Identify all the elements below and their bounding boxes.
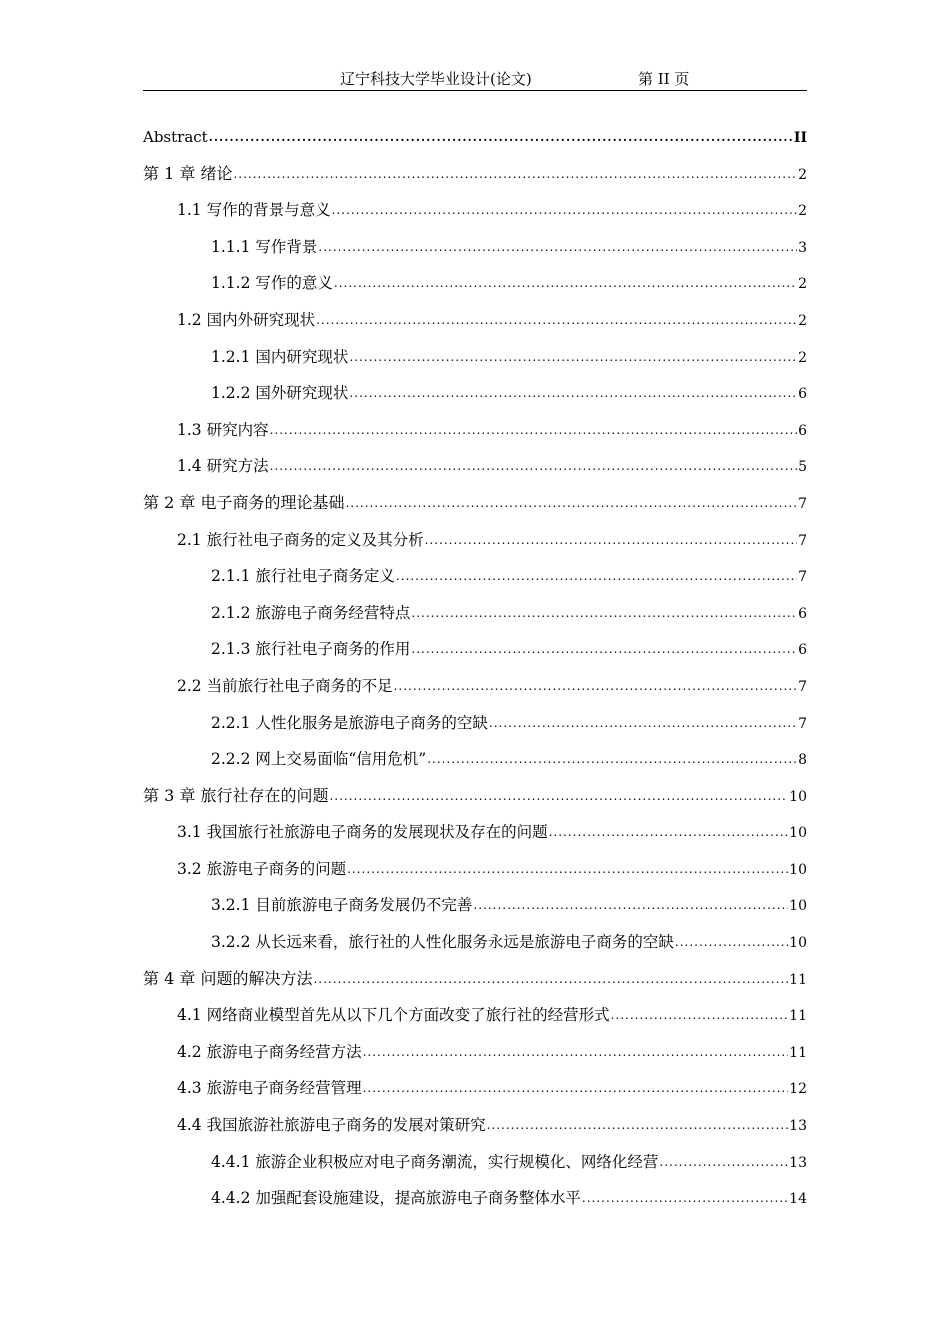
toc-dot-leader <box>347 851 788 888</box>
toc-dot-leader <box>345 485 797 522</box>
toc-dot-leader <box>425 522 797 559</box>
toc-entry-title: 2.1.3 旅行社电子商务的作用 <box>211 640 411 659</box>
page-number: 第 II 页 <box>638 70 690 88</box>
toc-dot-leader <box>313 961 788 998</box>
toc-entry-title: 1.4 研究方法 <box>177 457 269 476</box>
toc-entry-title: 1.2 国内外研究现状 <box>177 310 316 329</box>
toc-entry-title: 4.3 旅游电子商务经营管理 <box>177 1079 362 1098</box>
toc-entry-page: 5 <box>798 459 807 476</box>
toc-entry-title: 3.2.2 从长远来看，旅行社的人性化服务永远是旅游电子商务的空缺 <box>211 933 674 952</box>
toc-entry-level-2[interactable] <box>143 192 807 229</box>
toc-entry-page: 13 <box>789 1118 807 1135</box>
toc-entry-title: 2.2.1 人性化服务是旅游电子商务的空缺 <box>211 713 488 732</box>
toc-entry-page: 11 <box>789 1008 807 1025</box>
toc-entry-level-3[interactable] <box>143 1180 807 1217</box>
toc-entry-title: 2.2 当前旅行社电子商务的不足 <box>177 676 393 695</box>
toc-dot-leader <box>394 668 798 705</box>
toc-entry-level-2[interactable] <box>143 851 807 888</box>
toc-entry-page: 7 <box>798 569 807 586</box>
toc-entry-level-2[interactable] <box>143 448 807 485</box>
toc-entry-title: 1.3 研究内容 <box>177 420 269 439</box>
toc-entry-page: 10 <box>789 788 807 805</box>
page-header <box>143 68 807 91</box>
toc-dot-leader <box>318 229 797 266</box>
toc-entry-title: 4.4.2 加强配套设施建设，提高旅游电子商务整体水平 <box>211 1189 581 1208</box>
toc-entry-level-2[interactable] <box>143 412 807 449</box>
toc-entry-level-3[interactable] <box>143 375 807 412</box>
toc-dot-leader <box>316 302 797 339</box>
toc-dot-leader <box>411 631 797 668</box>
toc-entry-title: 第 4 章 问题的解决方法 <box>143 968 313 988</box>
toc-entry-page: 10 <box>789 898 807 915</box>
document-title: 辽宁科技大学毕业设计(论文) <box>340 70 532 88</box>
toc-entry-title: 1.1.1 写作背景 <box>211 237 318 256</box>
toc-entry-page: 10 <box>789 935 807 952</box>
toc-entry-page: 2 <box>798 166 807 183</box>
toc-entry-level-3[interactable] <box>143 595 807 632</box>
toc-dot-leader <box>349 375 797 412</box>
toc-entry-page: 11 <box>789 1044 807 1061</box>
toc-entry-level-1[interactable] <box>143 485 807 522</box>
toc-entry-page: 7 <box>798 495 807 512</box>
toc-entry-level-1[interactable] <box>143 156 807 193</box>
toc-entry-level-1[interactable] <box>143 961 807 998</box>
toc-entry-page: 8 <box>798 752 807 769</box>
toc-entry-level-2[interactable] <box>143 302 807 339</box>
toc-entry-page: II <box>793 130 807 146</box>
toc-entry-title: 1.2.2 国外研究现状 <box>211 384 349 403</box>
toc-entry-title: 2.1.1 旅行社电子商务定义 <box>211 567 395 586</box>
toc-entry-title: 3.2.1 目前旅游电子商务发展仍不完善 <box>211 896 473 915</box>
toc-entry-level-3[interactable] <box>143 229 807 266</box>
toc-entry-level-3[interactable] <box>143 631 807 668</box>
toc-dot-leader <box>549 814 789 851</box>
toc-entry-level-1[interactable] <box>143 119 807 156</box>
toc-entry-level-2[interactable] <box>143 997 807 1034</box>
toc-entry-level-2[interactable] <box>143 814 807 851</box>
toc-entry-page: 10 <box>789 825 807 842</box>
toc-entry-level-3[interactable] <box>143 705 807 742</box>
toc-entry-page: 6 <box>798 386 807 403</box>
toc-entry-page: 6 <box>798 422 807 439</box>
toc-dot-leader <box>659 1144 788 1181</box>
toc-dot-leader <box>582 1180 788 1217</box>
toc-entry-title: 第 1 章 绪论 <box>143 163 233 183</box>
toc-entry-level-2[interactable] <box>143 522 807 559</box>
toc-dot-leader <box>329 778 788 815</box>
toc-dot-leader <box>209 119 793 156</box>
toc-dot-leader <box>270 412 798 449</box>
toc-entry-title: 1.2.1 国内研究现状 <box>211 347 349 366</box>
toc-entry-page: 2 <box>798 203 807 220</box>
toc-dot-leader <box>427 741 797 778</box>
toc-entry-page: 3 <box>798 239 807 256</box>
toc-dot-leader <box>611 997 789 1034</box>
toc-dot-leader <box>489 705 797 742</box>
toc-entry-page: 6 <box>798 642 807 659</box>
toc-dot-leader <box>487 1107 789 1144</box>
toc-dot-leader <box>349 339 797 376</box>
toc-entry-level-2[interactable] <box>143 1070 807 1107</box>
toc-entry-title: 2.1 旅行社电子商务的定义及其分析 <box>177 530 424 549</box>
toc-entry-page: 14 <box>789 1191 807 1208</box>
toc-entry-level-3[interactable] <box>143 265 807 302</box>
toc-dot-leader <box>396 558 797 595</box>
toc-entry-level-1[interactable] <box>143 778 807 815</box>
toc-entry-level-3[interactable] <box>143 339 807 376</box>
toc-dot-leader <box>270 448 798 485</box>
toc-dot-leader <box>363 1070 789 1107</box>
toc-dot-leader <box>411 595 797 632</box>
toc-dot-leader <box>363 1034 789 1071</box>
toc-entry-title: 2.2.2 网上交易面临“信用危机” <box>211 750 427 769</box>
toc-entry-page: 7 <box>798 678 807 695</box>
toc-entry-level-2[interactable] <box>143 1107 807 1144</box>
toc-entry-title: 第 3 章 旅行社存在的问题 <box>143 785 329 805</box>
toc-dot-leader <box>473 887 788 924</box>
toc-entry-title: 3.2 旅游电子商务的问题 <box>177 859 347 878</box>
toc-entry-title: 2.1.2 旅游电子商务经营特点 <box>211 603 411 622</box>
toc-entry-title: 3.1 我国旅行社旅游电子商务的发展现状及存在的问题 <box>177 823 548 842</box>
toc-entry-level-2[interactable] <box>143 1034 807 1071</box>
toc-dot-leader <box>332 192 798 229</box>
toc-entry-page: 2 <box>798 349 807 366</box>
toc-dot-leader <box>675 924 788 961</box>
toc-entry-page: 12 <box>789 1081 807 1098</box>
toc-entry-page: 6 <box>798 605 807 622</box>
toc-entry-level-3[interactable] <box>143 741 807 778</box>
toc-entry-page: 11 <box>789 971 807 988</box>
toc-entry-title: 4.4.1 旅游企业积极应对电子商务潮流，实行规模化、网络化经营 <box>211 1152 659 1171</box>
toc-entry-level-3[interactable] <box>143 558 807 595</box>
toc-entry-page: 10 <box>789 861 807 878</box>
toc-entry-level-2[interactable] <box>143 668 807 705</box>
toc-entry-title: 1.1 写作的背景与意义 <box>177 201 331 220</box>
toc-entry-page: 2 <box>798 276 807 293</box>
toc-entry-title: 4.1 网络商业模型首先从以下几个方面改变了旅行社的经营形式 <box>177 1006 610 1025</box>
toc-dot-leader <box>233 156 797 193</box>
toc-entry-page: 2 <box>798 312 807 329</box>
toc-entry-page: 7 <box>798 715 807 732</box>
toc-entry-level-3[interactable] <box>143 887 807 924</box>
toc-entry-page: 13 <box>789 1154 807 1171</box>
toc-entry-level-3[interactable] <box>143 924 807 961</box>
table-of-contents <box>143 119 807 1217</box>
toc-entry-title: 4.4 我国旅游社旅游电子商务的发展对策研究 <box>177 1116 486 1135</box>
toc-entry-title: 第 2 章 电子商务的理论基础 <box>143 492 345 512</box>
toc-entry-title: 1.1.2 写作的意义 <box>211 274 333 293</box>
toc-dot-leader <box>334 265 797 302</box>
toc-entry-page: 7 <box>798 532 807 549</box>
toc-entry-title: Abstract <box>143 128 208 146</box>
toc-entry-level-3[interactable] <box>143 1144 807 1181</box>
toc-entry-title: 4.2 旅游电子商务经营方法 <box>177 1042 362 1061</box>
